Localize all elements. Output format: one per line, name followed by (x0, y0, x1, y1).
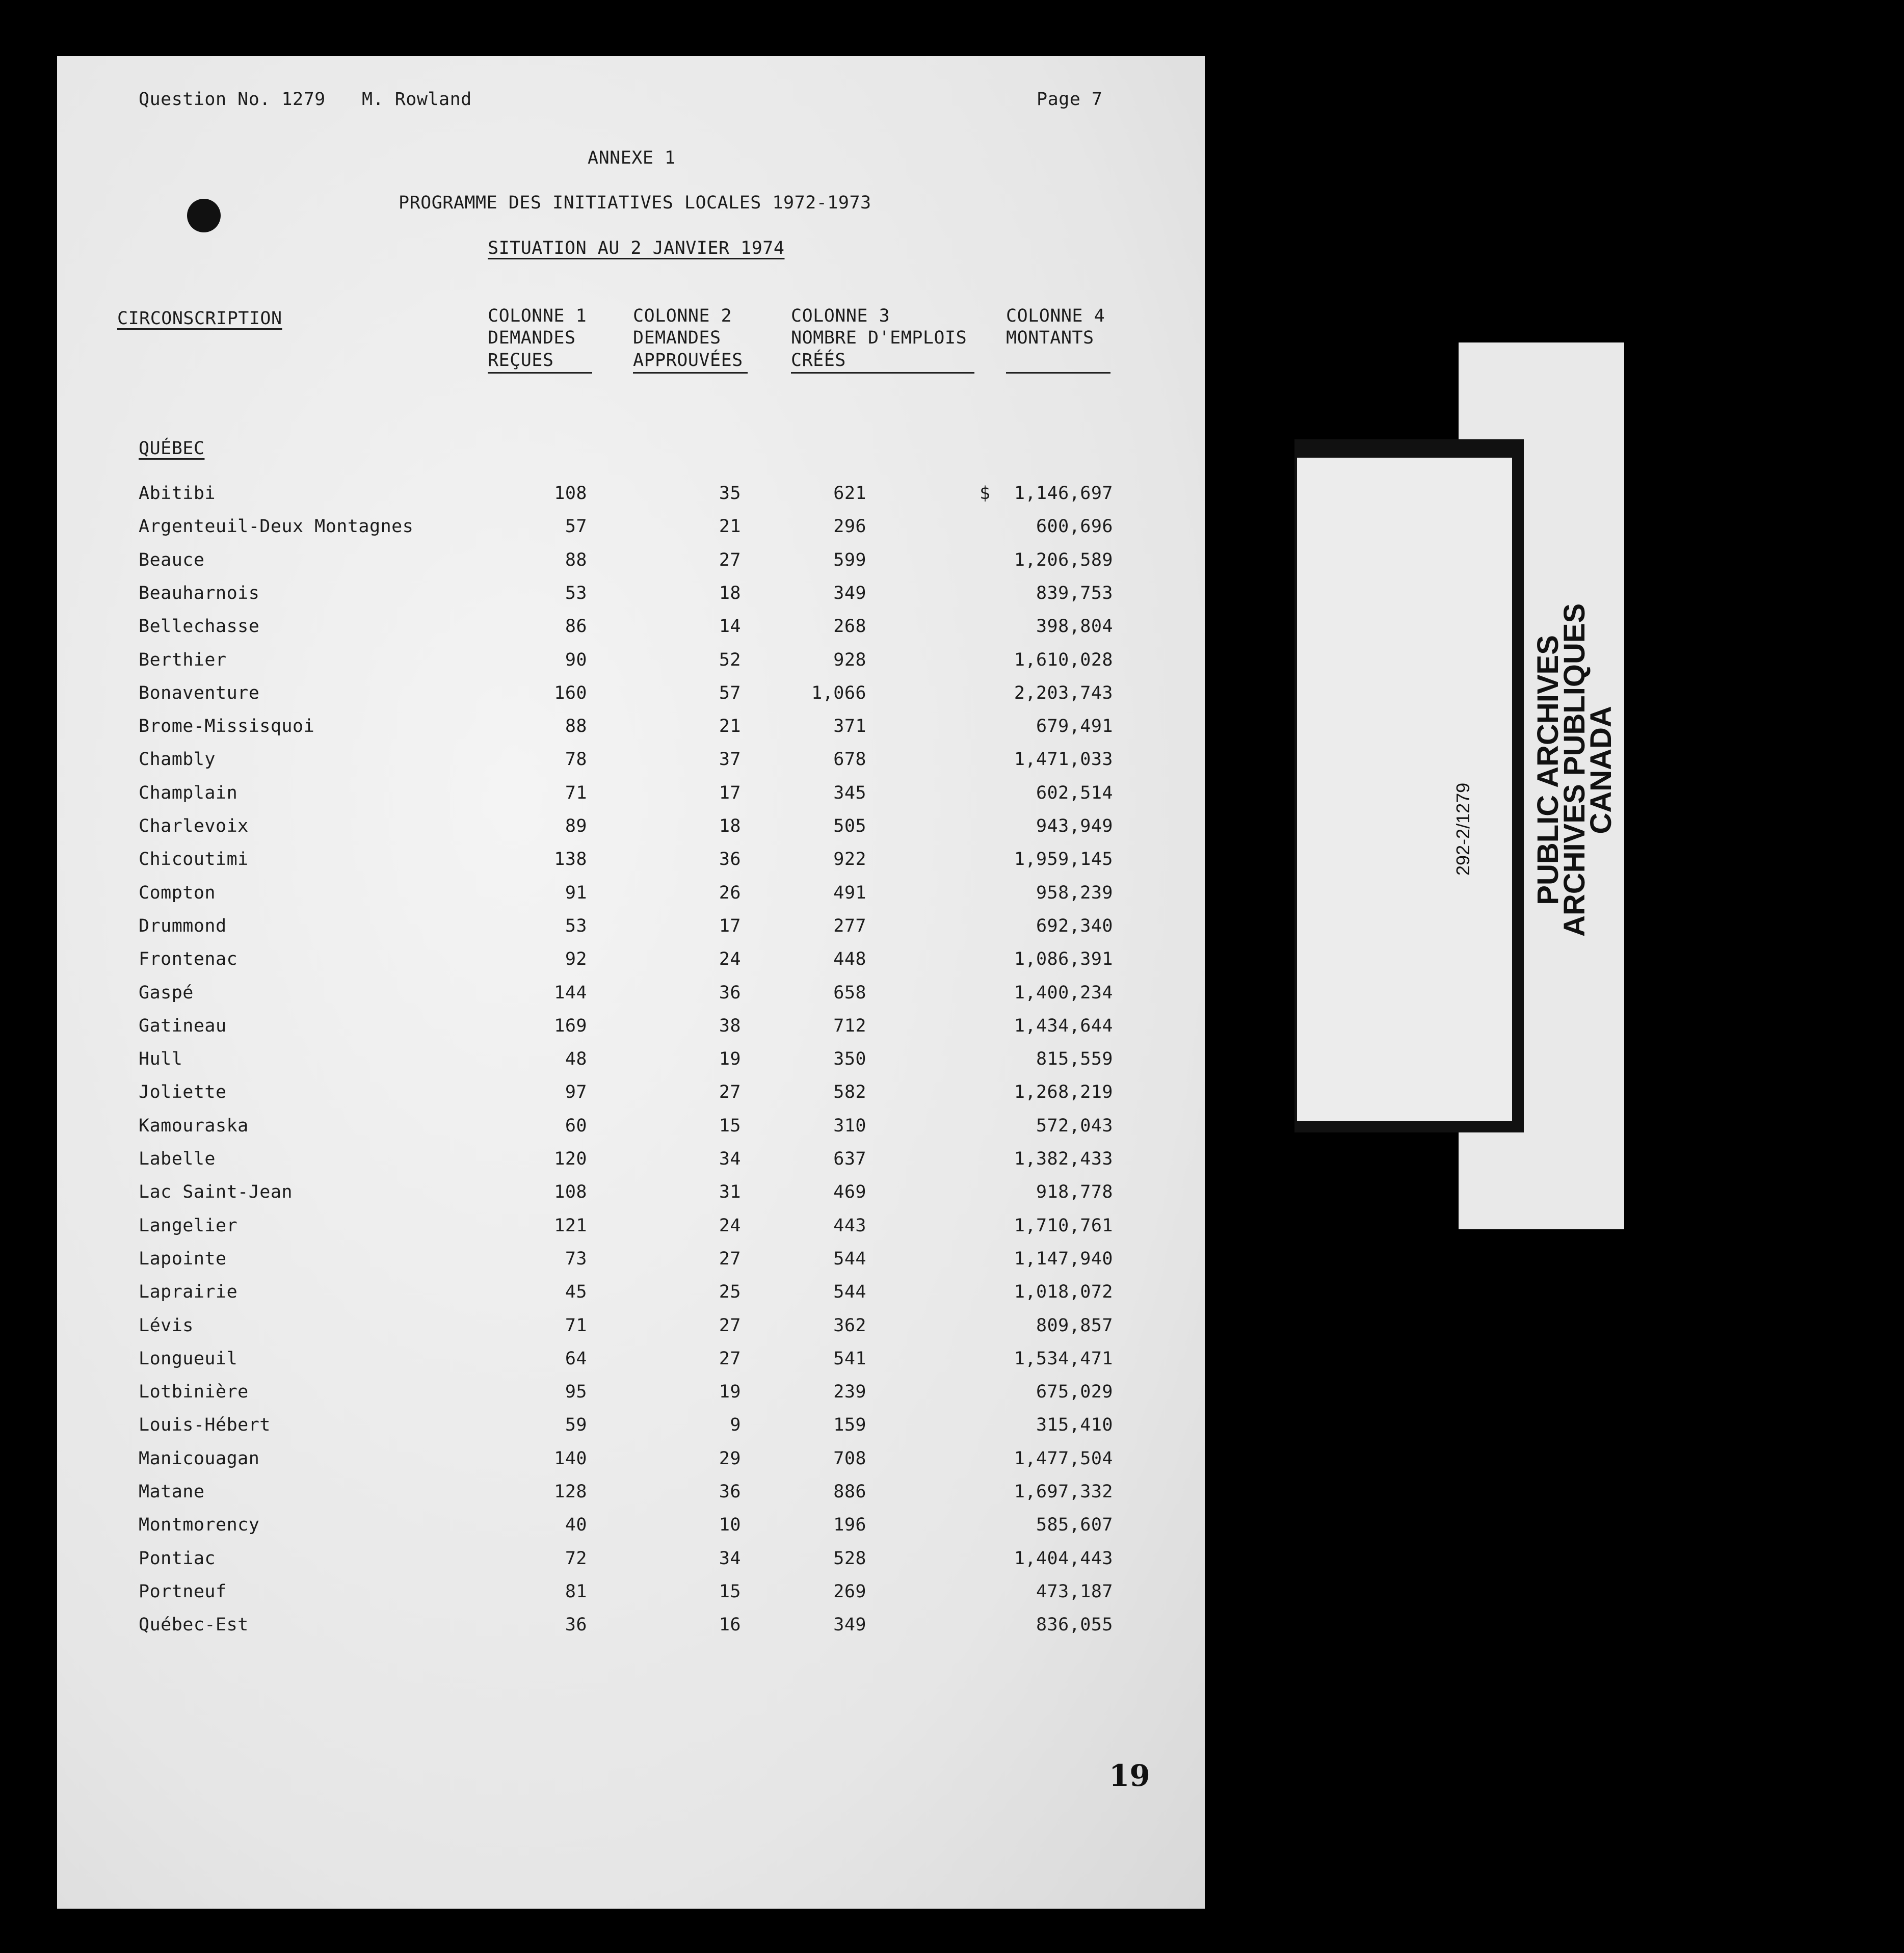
col3-emplois-crees: 544 (833, 1282, 866, 1303)
col2-demandes-approuvees: 14 (719, 616, 741, 637)
currency-symbol: $ (980, 483, 991, 504)
col2-demandes-approuvees: 19 (719, 1382, 741, 1403)
archive-reference: 292-2/1279 (1452, 782, 1473, 876)
col3-emplois-crees: 310 (833, 1115, 866, 1136)
row-name: Longueuil (139, 1348, 238, 1369)
row-name: Lac Saint-Jean (139, 1182, 293, 1203)
col4-montants: 1,959,145 (1014, 849, 1113, 870)
col3-emplois-crees: 658 (833, 982, 866, 1003)
table-row (57, 1581, 1205, 1612)
col4-montants: 1,534,471 (1014, 1348, 1113, 1369)
col3-emplois-crees: 922 (833, 849, 866, 870)
col4-montants: 315,410 (1036, 1415, 1113, 1436)
col3-emplois-crees: 269 (833, 1581, 866, 1602)
header-circonscription: CIRCONSCRIPTION (117, 308, 282, 329)
punch-hole-icon (187, 199, 221, 232)
col2-demandes-approuvees: 27 (719, 549, 741, 570)
table-row (57, 516, 1205, 547)
col1-demandes-recues: 86 (565, 616, 587, 637)
table-row (57, 683, 1205, 714)
col1-demandes-recues: 169 (554, 1015, 587, 1036)
row-name: Frontenac (139, 949, 238, 970)
col1-demandes-recues: 108 (554, 1182, 587, 1203)
row-name: Chambly (139, 749, 216, 770)
table-row (57, 816, 1205, 847)
col1-demandes-recues: 57 (565, 516, 587, 537)
table-row (57, 1182, 1205, 1212)
col3-emplois-crees: 621 (833, 483, 866, 504)
col3-emplois-crees: 196 (833, 1515, 866, 1536)
col1-demandes-recues: 36 (565, 1615, 587, 1635)
row-name: Lévis (139, 1315, 194, 1336)
row-name: Hull (139, 1049, 183, 1070)
col1-demandes-recues: 60 (565, 1115, 587, 1136)
col3-emplois-crees: 371 (833, 716, 866, 737)
col4-montants: 1,697,332 (1014, 1482, 1113, 1502)
col3-emplois-crees: 345 (833, 782, 866, 803)
col2-demandes-approuvees: 52 (719, 649, 741, 670)
row-name: Montmorency (139, 1515, 260, 1536)
col4-montants: 958,239 (1036, 882, 1113, 903)
col1-demandes-recues: 121 (554, 1215, 587, 1236)
col3-emplois-crees: 349 (833, 1615, 866, 1635)
col1-demandes-recues: 53 (565, 583, 587, 603)
col1-demandes-recues: 91 (565, 882, 587, 903)
col1-demandes-recues: 95 (565, 1382, 587, 1403)
col2-demandes-approuvees: 27 (719, 1315, 741, 1336)
col2-demandes-approuvees: 27 (719, 1082, 741, 1103)
archive-line-3: CANADA (1584, 706, 1618, 834)
table-row (57, 1315, 1205, 1346)
col4-montants: 1,206,589 (1014, 549, 1113, 570)
col3-emplois-crees: 544 (833, 1248, 866, 1269)
col3-emplois-crees: 599 (833, 549, 866, 570)
table-row (57, 949, 1205, 980)
table-row (57, 1548, 1205, 1579)
table-row (57, 616, 1205, 647)
table-row (57, 1515, 1205, 1545)
col1-demandes-recues: 144 (554, 982, 587, 1003)
col4-montants: 1,146,697 (1014, 483, 1113, 504)
col3-emplois-crees: 469 (833, 1182, 866, 1203)
row-name: Joliette (139, 1082, 227, 1103)
table-row (57, 650, 1205, 680)
col4-montants: 1,382,433 (1014, 1149, 1113, 1169)
col3-emplois-crees: 448 (833, 949, 866, 970)
col4-montants: 839,753 (1036, 583, 1113, 603)
table-row (57, 749, 1205, 780)
col1-demandes-recues: 92 (565, 949, 587, 970)
row-name: Charlevoix (139, 816, 249, 836)
row-name: Argenteuil-Deux Montagnes (139, 516, 414, 537)
col3-emplois-crees: 362 (833, 1315, 866, 1336)
document-page: Question No. 1279 M. Rowland Page 7 ANNEXE 1 PROGRAMME DES INITIATIVES LOCALES 1972-1973 SITUATION AU 2 JANVIER 1974 CIRCONSCRIPTION COLONNE 1 DEMANDES REÇUES COLONNE 2 DEMANDES APPROUVÉES COLONNE 3 NOMBRE D'EMPLOIS CRÉÉS COLONNE 4 MONTANTS QUÉBEC $ Abitibi 108 35 621 1,146,697 Argenteuil-Deux Montagnes 57 21 296 600,696 Beauce 88 27 599 1,206,589 Beauharnois 53 18 349 839,753 Bellechasse 86 14 268 398,804 Berthier 90 52 928 1,610,028 Bonaventure 160 57 1,066 2,203,743 Brome-Missisquoi 88 21 371 679,491 Chambly 78 37 678 1,471,033 Champlain 71 17 345 602,514 Charlevoix 89 18 505 943,949 Chicoutimi 138 36 922 1,959,145 Compton 91 26 491 958,239 Drummond 53 17 277 692,340 Frontenac 92 24 448 1,086,391 Gaspé 144 36 658 1,400,234 Gatineau 169 38 712 1,434,644 Hull 48 19 350 815,559 Joliette 97 27 582 1,268,219 Kamouraska 60 15 310 572,043 Labelle 120 34 637 1,382,433 Lac Saint-Jean 108 31 469 918,778 Langelier 121 24 443 1,710,761 Lapointe 73 27 544 1,147,940 Laprairie 45 25 544 1,018,072 Lévis 71 27 362 809,857 Longueuil 64 27 541 1,534,471 Lotbinière 95 19 239 675,029 Louis-Hébert 59 9 159 315,410 Manicouagan 140 29 708 1,477,504 Matane 128 36 886 1,697,332 Montmorency 40 10 196 585,607 Pontiac 72 34 528 1,404,443 Portneuf 81 15 269 473,187 Québec-Est 36 16 349 836,055 19 (57, 56, 1205, 1909)
col2-demandes-approuvees: 27 (719, 1348, 741, 1369)
document-title: PROGRAMME DES INITIATIVES LOCALES 1972-1973 (399, 193, 871, 213)
col1-demandes-recues: 88 (565, 549, 587, 570)
table-row (57, 1382, 1205, 1412)
col4-montants: 572,043 (1036, 1115, 1113, 1136)
col2-demandes-approuvees: 29 (719, 1448, 741, 1469)
col4-montants: 809,857 (1036, 1315, 1113, 1336)
table-row (57, 1049, 1205, 1079)
table-row (57, 1615, 1205, 1645)
col1-demandes-recues: 97 (565, 1082, 587, 1103)
col1-demandes-recues: 59 (565, 1415, 587, 1436)
col2-demandes-approuvees: 27 (719, 1248, 741, 1269)
table-row (57, 1082, 1205, 1113)
table-row (57, 1016, 1205, 1046)
row-name: Laprairie (139, 1282, 238, 1303)
row-name: Pontiac (139, 1548, 216, 1569)
row-name: Gatineau (139, 1015, 227, 1036)
col3-emplois-crees: 928 (833, 649, 866, 670)
table-row (57, 1216, 1205, 1246)
col4-montants: 585,607 (1036, 1515, 1113, 1536)
col2-demandes-approuvees: 18 (719, 583, 741, 603)
col3-emplois-crees: 349 (833, 583, 866, 603)
table-row (57, 1116, 1205, 1146)
row-name: Langelier (139, 1215, 238, 1236)
col4-montants: 600,696 (1036, 516, 1113, 537)
row-name: Bellechasse (139, 616, 260, 637)
col1-demandes-recues: 78 (565, 749, 587, 770)
row-name: Drummond (139, 915, 227, 936)
table-row (57, 1282, 1205, 1312)
col2-demandes-approuvees: 19 (719, 1049, 741, 1070)
row-name: Louis-Hébert (139, 1415, 271, 1436)
col3-emplois-crees: 708 (833, 1448, 866, 1469)
col2-demandes-approuvees: 18 (719, 816, 741, 836)
col1-demandes-recues: 71 (565, 782, 587, 803)
archive-label (1297, 458, 1512, 1121)
col3-emplois-crees: 582 (833, 1082, 866, 1103)
col3-emplois-crees: 491 (833, 882, 866, 903)
table-row (57, 883, 1205, 913)
col3-emplois-crees: 268 (833, 616, 866, 637)
row-name: Québec-Est (139, 1615, 249, 1635)
col4-montants: 836,055 (1036, 1615, 1113, 1635)
col4-montants: 815,559 (1036, 1049, 1113, 1070)
col3-emplois-crees: 443 (833, 1215, 866, 1236)
col3-emplois-crees: 159 (833, 1415, 866, 1436)
row-name: Labelle (139, 1149, 216, 1169)
table-row (57, 1482, 1205, 1512)
archive-line-2: ARCHIVES PUBLIQUES (1558, 603, 1591, 937)
col2-demandes-approuvees: 24 (719, 949, 741, 970)
row-name: Gaspé (139, 982, 194, 1003)
col4-montants: 943,949 (1036, 816, 1113, 836)
col4-montants: 1,268,219 (1014, 1082, 1113, 1103)
col1-demandes-recues: 138 (554, 849, 587, 870)
col2-demandes-approuvees: 17 (719, 782, 741, 803)
col1-demandes-recues: 90 (565, 649, 587, 670)
table-row (57, 783, 1205, 813)
table-row (57, 483, 1205, 514)
col2-demandes-approuvees: 25 (719, 1282, 741, 1303)
col3-emplois-crees: 541 (833, 1348, 866, 1369)
col4-montants: 1,086,391 (1014, 949, 1113, 970)
row-name: Portneuf (139, 1581, 227, 1602)
col4-montants: 1,147,940 (1014, 1248, 1113, 1269)
col2-demandes-approuvees: 35 (719, 483, 741, 504)
row-name: Bonaventure (139, 682, 260, 703)
col2-demandes-approuvees: 38 (719, 1015, 741, 1036)
col2-demandes-approuvees: 15 (719, 1581, 741, 1602)
col1-demandes-recues: 160 (554, 682, 587, 703)
table-row (57, 1349, 1205, 1379)
col2-demandes-approuvees: 36 (719, 1482, 741, 1502)
col3-emplois-crees: 886 (833, 1482, 866, 1502)
row-name: Lotbinière (139, 1382, 249, 1403)
row-name: Kamouraska (139, 1115, 249, 1136)
col2-demandes-approuvees: 21 (719, 516, 741, 537)
row-name: Matane (139, 1482, 205, 1502)
col2-demandes-approuvees: 57 (719, 682, 741, 703)
col3-emplois-crees: 239 (833, 1382, 866, 1403)
col4-montants: 2,203,743 (1014, 682, 1113, 703)
table-row (57, 983, 1205, 1013)
table-row (57, 1249, 1205, 1279)
col3-emplois-crees: 296 (833, 516, 866, 537)
col3-emplois-crees: 678 (833, 749, 866, 770)
col2-demandes-approuvees: 24 (719, 1215, 741, 1236)
table-row (57, 583, 1205, 614)
col1-demandes-recues: 88 (565, 716, 587, 737)
col1-demandes-recues: 120 (554, 1149, 587, 1169)
col3-emplois-crees: 350 (833, 1049, 866, 1070)
col4-montants: 1,400,234 (1014, 982, 1113, 1003)
col1-demandes-recues: 71 (565, 1315, 587, 1336)
table-row (57, 849, 1205, 880)
col1-demandes-recues: 140 (554, 1448, 587, 1469)
row-name: Lapointe (139, 1248, 227, 1269)
col2-demandes-approuvees: 31 (719, 1182, 741, 1203)
col4-montants: 692,340 (1036, 915, 1113, 936)
col2-demandes-approuvees: 26 (719, 882, 741, 903)
col2-demandes-approuvees: 37 (719, 749, 741, 770)
page-number: Page 7 (1037, 89, 1103, 110)
row-name: Beauce (139, 549, 205, 570)
col2-demandes-approuvees: 9 (730, 1415, 741, 1436)
col3-emplois-crees: 1,066 (811, 682, 866, 703)
col1-demandes-recues: 81 (565, 1581, 587, 1602)
table-row (57, 916, 1205, 946)
archive-label-text (1531, 603, 1618, 937)
col4-montants: 1,471,033 (1014, 749, 1113, 770)
col4-montants: 1,610,028 (1014, 649, 1113, 670)
table-row (57, 716, 1205, 747)
author-name: M. Rowland (362, 89, 472, 110)
archive-line-1: PUBLIC ARCHIVES (1531, 635, 1565, 905)
col2-demandes-approuvees: 36 (719, 982, 741, 1003)
row-name: Brome-Missisquoi (139, 716, 315, 737)
col4-montants: 1,404,443 (1014, 1548, 1113, 1569)
col1-demandes-recues: 40 (565, 1515, 587, 1536)
col4-montants: 918,778 (1036, 1182, 1113, 1203)
row-name: Manicouagan (139, 1448, 260, 1469)
col3-emplois-crees: 528 (833, 1548, 866, 1569)
col4-montants: 473,187 (1036, 1581, 1113, 1602)
province-heading: QUÉBEC (139, 438, 205, 459)
col1-demandes-recues: 64 (565, 1348, 587, 1369)
row-name: Compton (139, 882, 216, 903)
col1-demandes-recues: 48 (565, 1049, 587, 1070)
row-name: Beauharnois (139, 583, 260, 603)
col4-montants: 1,434,644 (1014, 1015, 1113, 1036)
row-name: Berthier (139, 649, 227, 670)
col1-demandes-recues: 72 (565, 1548, 587, 1569)
row-name: Chicoutimi (139, 849, 249, 870)
col1-demandes-recues: 108 (554, 483, 587, 504)
col1-demandes-recues: 89 (565, 816, 587, 836)
row-name: Champlain (139, 782, 238, 803)
stamp-number: 19 (1109, 1758, 1150, 1793)
col4-montants: 1,018,072 (1014, 1282, 1113, 1303)
col4-montants: 1,477,504 (1014, 1448, 1113, 1469)
col1-demandes-recues: 128 (554, 1482, 587, 1502)
col1-demandes-recues: 73 (565, 1248, 587, 1269)
col2-demandes-approuvees: 34 (719, 1149, 741, 1169)
col2-demandes-approuvees: 21 (719, 716, 741, 737)
col4-montants: 675,029 (1036, 1382, 1113, 1403)
col2-demandes-approuvees: 36 (719, 849, 741, 870)
col4-montants: 398,804 (1036, 616, 1113, 637)
col4-montants: 679,491 (1036, 716, 1113, 737)
table-row (57, 1415, 1205, 1445)
row-name: Abitibi (139, 483, 216, 504)
col2-demandes-approuvees: 16 (719, 1615, 741, 1635)
col2-demandes-approuvees: 15 (719, 1115, 741, 1136)
col3-emplois-crees: 637 (833, 1149, 866, 1169)
col3-emplois-crees: 712 (833, 1015, 866, 1036)
question-number: Question No. 1279 (139, 89, 326, 110)
col1-demandes-recues: 45 (565, 1282, 587, 1303)
table-row (57, 1448, 1205, 1479)
table-row (57, 550, 1205, 580)
annex-title: ANNEXE 1 (588, 148, 676, 168)
col1-demandes-recues: 53 (565, 915, 587, 936)
col2-demandes-approuvees: 10 (719, 1515, 741, 1536)
col2-demandes-approuvees: 17 (719, 915, 741, 936)
col3-emplois-crees: 277 (833, 915, 866, 936)
col4-montants: 602,514 (1036, 782, 1113, 803)
table-row (57, 1149, 1205, 1179)
col3-emplois-crees: 505 (833, 816, 866, 836)
document-subtitle: SITUATION AU 2 JANVIER 1974 (488, 238, 785, 258)
col4-montants: 1,710,761 (1014, 1215, 1113, 1236)
col2-demandes-approuvees: 34 (719, 1548, 741, 1569)
